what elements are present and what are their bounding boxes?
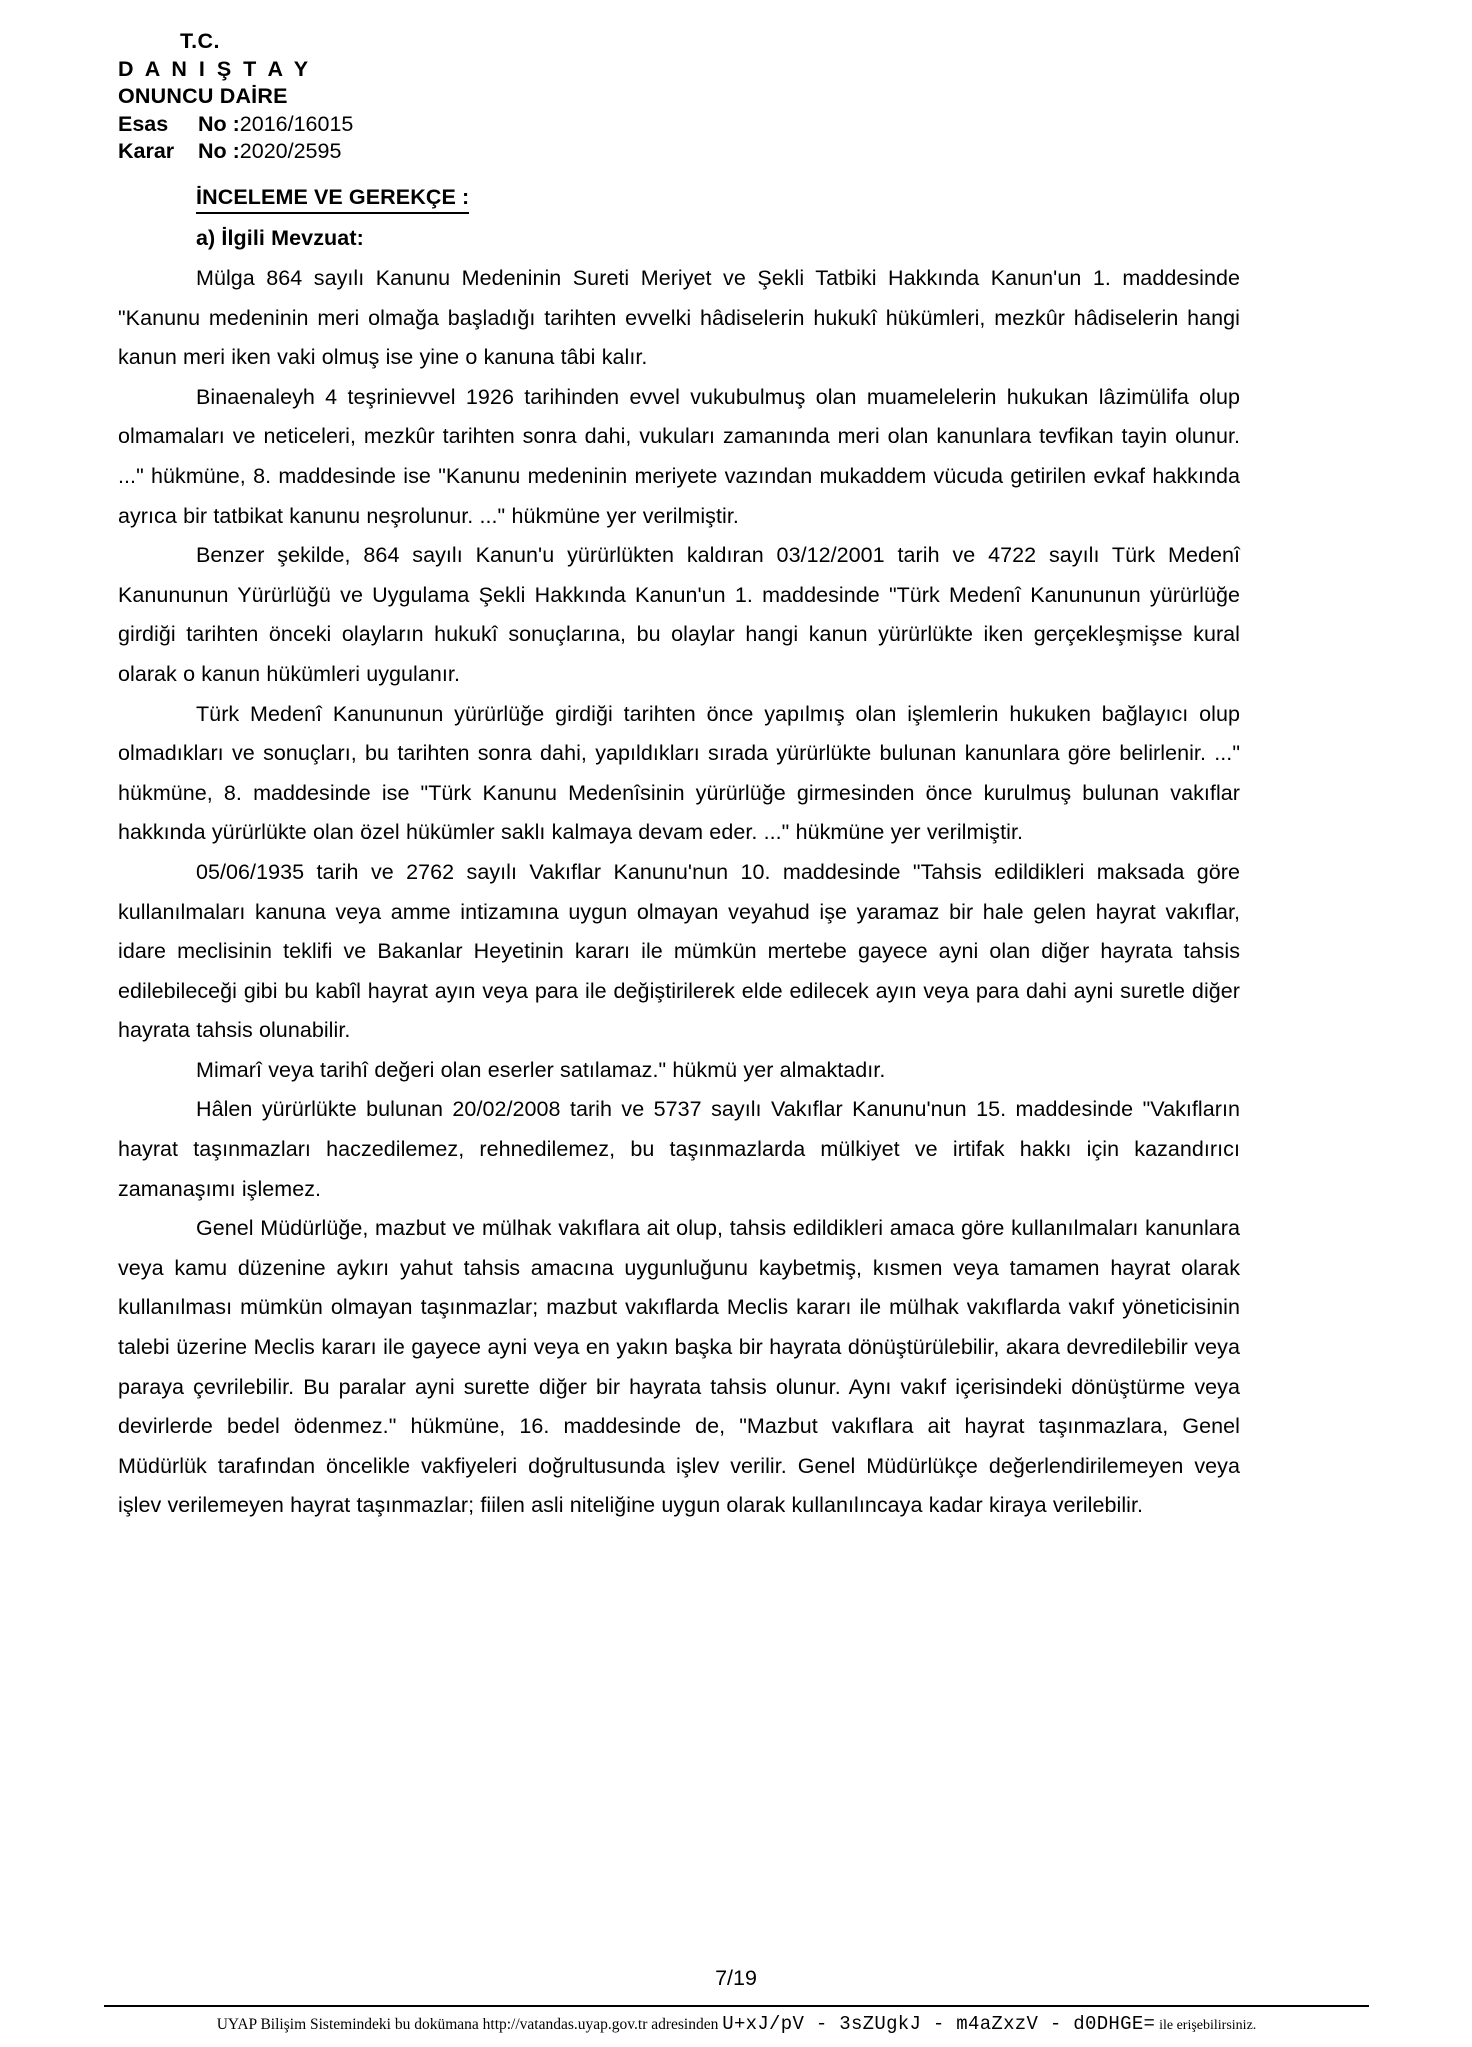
paragraph: Mimarî veya tarihî değeri olan eserler satılamaz." hükmü yer almaktadır. <box>196 1057 886 1082</box>
uyap-footer-note <box>104 2012 1369 2038</box>
paragraph: Binaenaleyh 4 teşrinievvel 1926 tarihinden evvel vukubulmuş olan muamelelerin hukukan lâzimülifa olup olmamaları ve neticeleri, mezkûr tarihten sonra dahi, vukuları zamanında meri olan kanunlara tevfikan tayin olunur. ..." hükmüne, 8. maddesinde ise "Kanunu medeninin meriyete vazından mukaddem vücuda getirilen evkaf hakkında ayrıca bir tatbikat kanunu neşrolunur. ..." hükmüne yer verilmiştir. <box>118 384 1240 528</box>
paragraph: 05/06/1935 tarih ve 2762 sayılı Vakıflar Kanunu'nun 10. maddesinde "Tahsis edildikleri maksada göre kullanılmaları kanuna veya amme intizamına uygun olmayan veyahud işe yaramaz bir hale gelen hayrat vakıflar, idare meclisinin teklifi ve Bakanlar Heyetinin kararı ile mümkün mertebe gayece ayni olan diğer hayrata tahsis edilebileceği gibi bu kabîl hayrat ayın veya para ile değiştirilerek elde edilecek ayın veya para dahi ayni suretle diğer hayrata tahsis olunabilir. <box>118 859 1240 1043</box>
document-body <box>118 182 1240 1526</box>
paragraph: Mülga 864 sayılı Kanunu Medeninin Sureti Meriyet ve Şekli Tatbiki Hakkında Kanun'un 1. maddesinde "Kanunu medeninin meri olmağa başladığı tarihten evvelki hâdiselerin hukukî hükümleri, mezkûr hâdiselerin hangi kanun meri iken vaki olmuş ise yine o kanuna tâbi kalır. <box>118 266 1240 370</box>
esas-no-label: No : <box>198 111 240 136</box>
paragraph: Hâlen yürürlükte bulunan 20/02/2008 tarih ve 5737 sayılı Vakıflar Kanunu'nun 15. maddesinde "Vakıfların hayrat taşınmazları haczedilemez, rehnedilemez, bu taşınmazlarda mülkiyet ve irtifak hakkı için kazandırıcı zamanaşımı işlemez. <box>118 1097 1240 1201</box>
footer-divider <box>104 2005 1369 2007</box>
header-chamber: ONUNCU DAİRE <box>118 84 288 108</box>
page-number: 7/19 <box>715 1966 757 1990</box>
header-karar-row <box>118 138 818 166</box>
footer-note-prefix: UYAP Bilişim Sistemindeki bu dokümana http://vatandas.uyap.gov.tr adresinden <box>216 2016 719 2033</box>
section-title-wrapper <box>118 182 1240 217</box>
esas-no-value: 2016/16015 <box>239 111 354 136</box>
karar-no-value: 2020/2595 <box>239 139 342 163</box>
footer-note-suffix: ile erişebilirsiniz. <box>1159 2018 1257 2033</box>
esas-label: Esas <box>118 111 169 136</box>
karar-label: Karar <box>118 139 175 163</box>
paragraph: Benzer şekilde, 864 sayılı Kanun'u yürürlükten kaldıran 03/12/2001 tarih ve 4722 sayılı Türk Medenî Kanununun Yürürlüğü ve Uygulama Şekli Hakkında Kanun'un 1. maddesinde "Türk Medenî Kanununun yürürlüğe girdiği tarihten önceki olayların hukukî sonuçlarına, bu olaylar hangi kanun yürürlükte iken gerçekleşmişse kural olarak o kanun hükümleri uygulanır. <box>118 543 1240 686</box>
header-republic: T.C. <box>180 29 220 53</box>
uyap-verification-code: U+xJ/pV - 3sZUgkJ - m4aZxzV - d0DHGE= <box>722 2013 1156 2035</box>
header-esas-row <box>118 111 818 139</box>
paragraph: Genel Müdürlüğe, mazbut ve mülhak vakıflara ait olup, tahsis edildikleri amaca göre kullanılmaları kanunlara veya kamu düzenine aykırı yahut tahsis amacına uygunluğunu kaybetmiş, kısmen veya tamamen hayrat olarak kullanılması mümkün olmayan taşınmazlar; mazbut vakıflarda Meclis kararı ile mülhak vakıflarda vakıf yöneticisinin talebi üzerine Meclis kararı ile gayece ayni veya en yakın başka bir hayrata dönüştürülebilir, akara devredilebilir veya paraya çevrilebilir. Bu paralar ayni surette diğer bir hayrata tahsis olunur. Aynı vakıf içerisindeki dönüştürme veya devirlerde bedel ödenmez." hükmüne, 16. maddesinde de, "Mazbut vakıflara ait hayrat taşınmazlara, Genel Müdürlük tarafından öncelikle vakfiyeleri doğrultusunda işlev verilir. Genel Müdürlükçe değerlendirilemeyen veya işlev verilemeyen hayrat taşınmazlar; fiilen asli niteliğine uygun olarak kullanılıncaya kadar kiraya verilebilir. <box>118 1216 1240 1518</box>
karar-no-label: No : <box>198 139 240 163</box>
header-court-name: D A N I Ş T A Y <box>118 56 312 81</box>
paragraph: Türk Medenî Kanununun yürürlüğe girdiği tarihten önce yapılmış olan işlemlerin hukuken bağlayıcı olup olmadıkları ve sonuçları, bu tarihten sonra dahi, yapıldıkları sırada yürürlükte bulunan kanunlara göre belirlenir. ..." hükmüne, 8. maddesinde ise "Türk Kanunu Medenîsinin yürürlüğe girmesinden önce kurulmuş bulunan vakıflar hakkında yürürlükte olan özel hükümler saklı kalmaya devam eder. ..." hükmüne yer verilmiştir. <box>118 701 1240 845</box>
subsection-title-ilgili-mevzuat: a) İlgili Mevzuat: <box>196 226 364 250</box>
court-header <box>118 28 818 166</box>
section-title-inceleme-ve-gerekce: İNCELEME VE GEREKÇE : <box>196 182 469 214</box>
